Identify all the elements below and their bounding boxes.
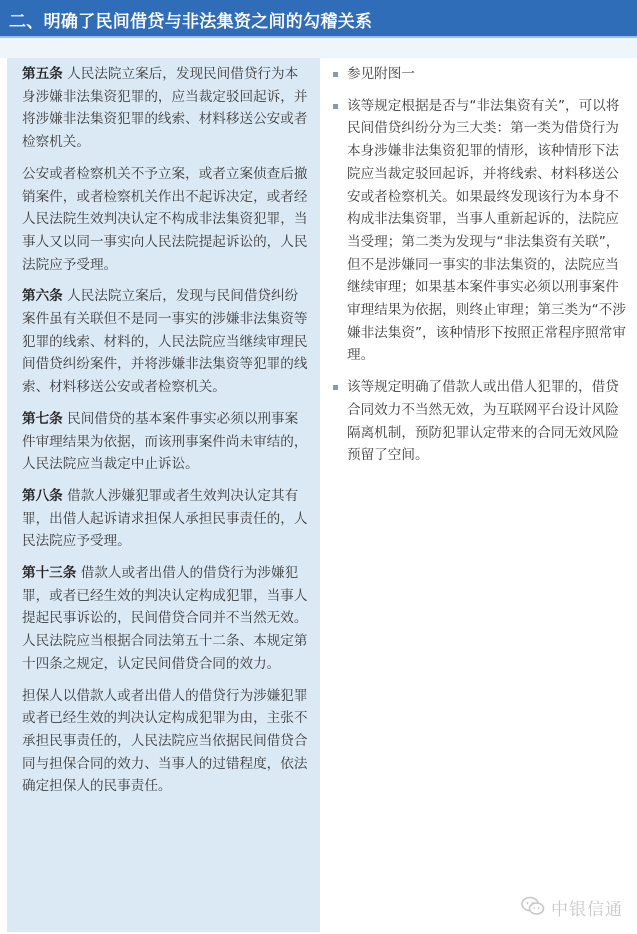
article-label: 第七条 (22, 410, 63, 427)
article-text: 借款人或者出借人的借贷行为涉嫌犯罪，或者已经生效的判决认定构成犯罪，当事人提起民事诉讼的，民间借贷合同并不当然无效。人民法院应当根据合同法第五十二条、本规定第十四条之规定，认定民间借贷合同的效力。 (22, 565, 308, 672)
commentary-text: 参见附图一 (347, 66, 415, 82)
article-paragraph (22, 485, 310, 553)
article-text: 公安或者检察机关不予立案，或者立案侦查后撤销案件，或者检察机关作出不起诉决定，或者经人民法院生效判决认定不构成非法集资犯罪，当事人又以同一事实向人民法院提起诉讼的，人民法院应予受理。 (22, 165, 308, 273)
wechat-icon (521, 896, 545, 920)
article-text: 人民法院立案后，发现民间借贷行为本身涉嫌非法集资犯罪的，应当裁定驳回起诉，并将涉嫌非法集资犯罪的线索、材料移送公安或者检察机关。 (22, 66, 308, 151)
article-label: 第六条 (22, 288, 63, 305)
article-paragraph (22, 562, 310, 676)
square-bullet-icon (333, 104, 338, 109)
article-text: 人民法院立案后，发现与民间借贷纠纷案件虽有关联但不是同一事实的涉嫌非法集资等犯罪的线索、材料的，人民法院应当继续审理民间借贷纠纷案件，并将涉嫌非法集资等犯罪的线索、材料移送公安或者检察机关。 (22, 288, 308, 396)
commentary-bullet (333, 63, 626, 86)
commentary-text: 该等规定根据是否与“非法集资有关”，可以将民间借贷纠纷分为三大类：第一类为借贷行为本身涉嫌非法集资犯罪的情形，该种情形下法院应当裁定驳回起诉，并将线索、材料移送公安或者检察机关。如果最终发现该行为本身不构成非法集资罪，当事人重新起诉的，法院应当受理；第二类为发现与“非法集资有关联”，但不是涉嫌同一事实的非法集资的，法院应当继续审理；如果基本案件事实必须以刑事案件审理结果为依据，则终止审理；第三类为“不涉嫌非法集资”，该种情形下按照正常程序照常审理。 (347, 97, 626, 364)
article-text: 借款人涉嫌犯罪或者生效判决认定其有罪，出借人起诉请求担保人承担民事责任的，人民法院应予受理。 (22, 487, 308, 550)
article-text: 民间借贷的基本案件事实必须以刑事案件审理结果为依据，而该刑事案件尚未审结的，人民法院应当裁定中止诉讼。 (22, 410, 308, 473)
section-title: 二、明确了民间借贷与非法集资之间的勾稽关系 (9, 12, 373, 32)
square-bullet-icon (333, 385, 338, 390)
header-sub-band (0, 38, 637, 58)
commentary-bullet (333, 95, 626, 367)
article-paragraph (22, 685, 310, 799)
article-label: 第十三条 (22, 565, 77, 582)
article-paragraph (22, 285, 310, 399)
article-label: 第五条 (22, 66, 63, 82)
article-paragraph (22, 163, 310, 277)
commentary-bullet (333, 376, 626, 467)
watermark (521, 895, 623, 920)
article-paragraph (22, 408, 310, 476)
commentary-text: 该等规定明确了借款人或出借人犯罪的，借贷合同效力不当然无效，为互联网平台设计风险隔离机制，预防犯罪认定带来的合同无效风险预留了空间。 (347, 379, 619, 464)
square-bullet-icon (333, 72, 338, 77)
section-header (0, 0, 637, 38)
article-label: 第八条 (22, 487, 63, 504)
law-articles-panel (7, 58, 320, 932)
article-paragraph (22, 63, 310, 154)
commentary-panel (327, 58, 630, 932)
watermark-text: 中银信通 (551, 900, 623, 920)
article-text: 担保人以借款人或者出借人的借贷行为涉嫌犯罪或者已经生效的判决认定构成犯罪为由，主张不承担民事责任的，人民法院应当依据民间借贷合同与担保合同的效力、当事人的过错程度，依法确定担保人的民事责任。 (22, 687, 308, 795)
